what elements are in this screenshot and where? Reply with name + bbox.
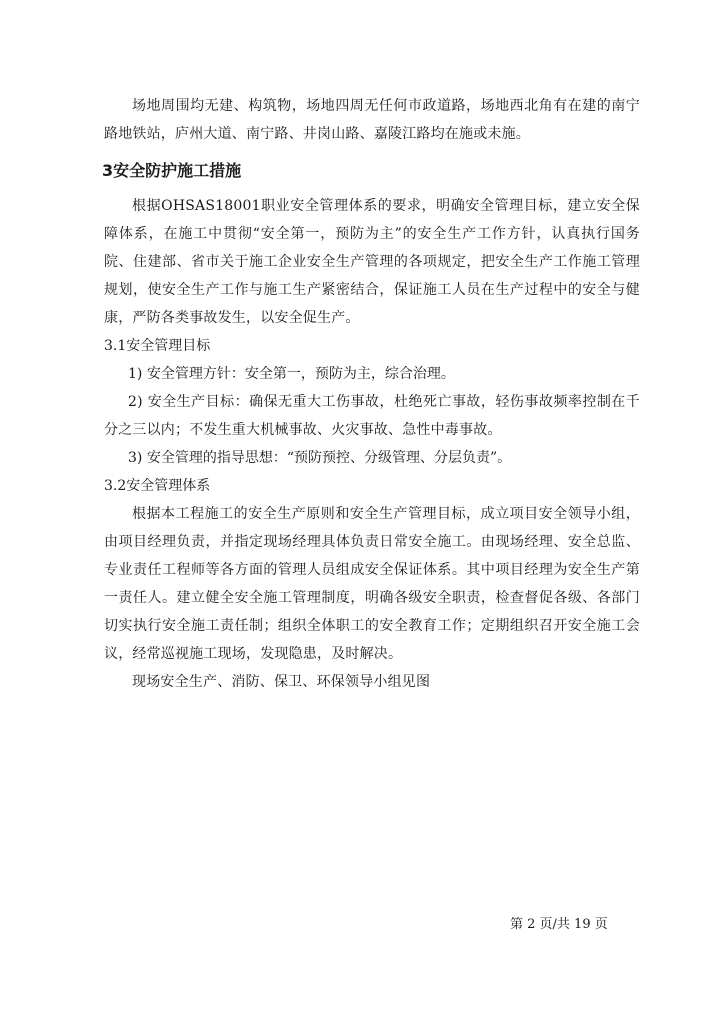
section-heading: 3安全防护施工措施 (102, 161, 242, 180)
page-number: 第 2 页/共 19 页 (510, 917, 608, 932)
list-item: 1) 安全管理方针：安全第一，预防为主，综合治理。 (128, 366, 455, 382)
list-item: 3) 安全管理的指导思想：“预防预控、分级管理、分层负责”。 (128, 450, 512, 466)
subsection-heading-3-1: 3.1安全管理目标 (104, 338, 211, 354)
closing-line: 现场安全生产、消防、保卫、环保领导小组见图 (132, 674, 431, 690)
page-content (104, 92, 640, 696)
list-item: 2) 安全生产目标：确保无重大工伤事故，杜绝死亡事故，轻伤事故频率控制在千分之三以内；不发生重大机械事故、火灾事故、急性中毒事故。 (104, 394, 640, 438)
intro-paragraph: 场地周围均无建、构筑物，场地四周无任何市政道路，场地西北角有在建的南宁路地铁站，庐州大道、南宁路、井岗山路、嘉陵江路均在施或未施。 (104, 98, 640, 142)
subsection-paragraph: 根据本工程施工的安全生产原则和安全生产管理目标，成立项目安全领导小组，由项目经理负责，并指定现场经理具体负责日常安全施工。由现场经理、安全总监、专业责任工程师等各方面的管理人员组成安全保证体系。其中项目经理为安全生产第一责任人。建立健全安全施工管理制度，明确各级安全职责，检查督促各级、各部门切实执行安全施工责任制；组织全体职工的安全教育工作；定期组织召开安全施工会议，经常巡视施工现场，发现隐患，及时解决。 (104, 506, 640, 662)
subsection-heading-3-2: 3.2安全管理体系 (104, 478, 211, 494)
section-paragraph: 根据OHSAS18001职业安全管理体系的要求，明确安全管理目标，建立安全保障体系，在施工中贯彻“安全第一，预防为主”的安全生产工作方针，认真执行国务院、住建部、省市关于施工企业安全生产管理的各项规定，把安全生产工作施工管理规划，使安全生产工作与施工生产紧密结合，保证施工人员在生产过程中的安全与健康，严防各类事故发生，以安全促生产。 (104, 198, 640, 326)
